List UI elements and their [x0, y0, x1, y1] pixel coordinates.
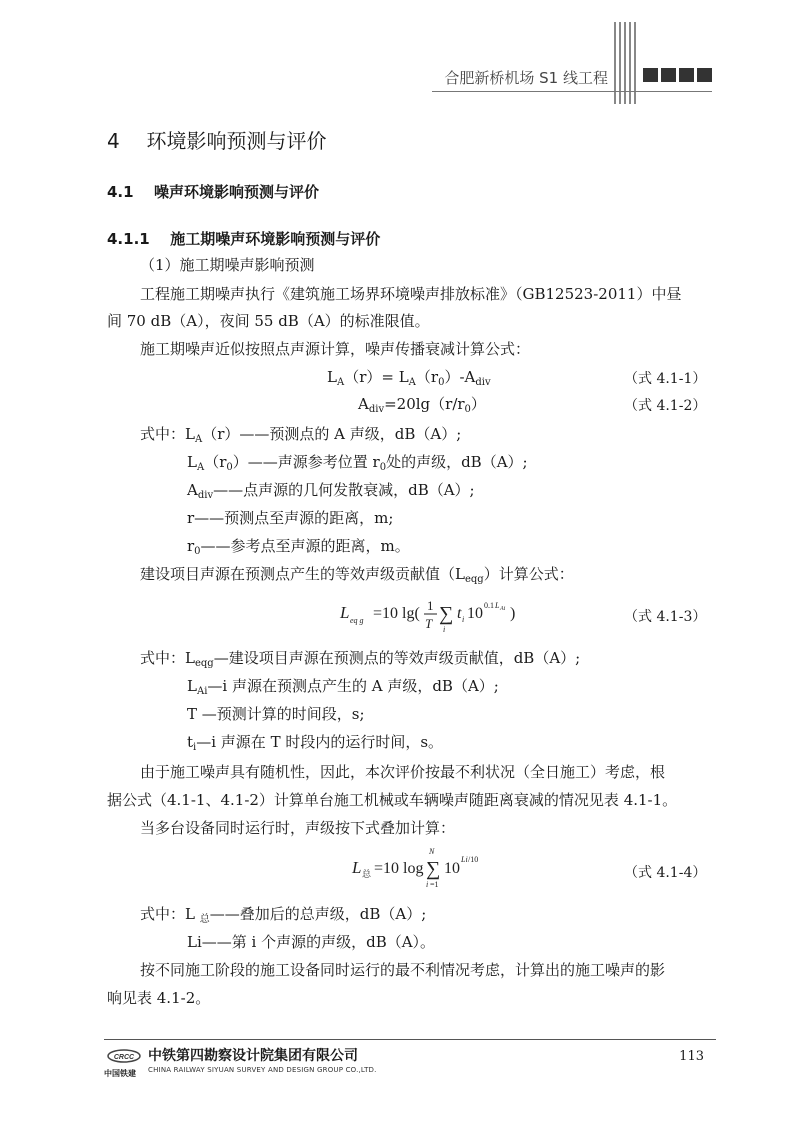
equation-number: （式 4.1-4） [624, 865, 707, 881]
svg-text:N: N [429, 847, 435, 856]
paragraph-line: 响见表 4.1-2。 [107, 989, 211, 1007]
definition-text: 处的声级，dB（A）; [386, 453, 528, 471]
svg-text:CRCC: CRCC [113, 1054, 135, 1061]
footer-logo-text: 中国铁建 [104, 1069, 136, 1078]
equation-2-body: =20lg（r/r [384, 395, 465, 413]
svg-text:i: i [462, 615, 465, 624]
definition-text: ——点声源的几何发散衰减，dB（A）; [213, 481, 475, 499]
equation-number: （式 4.1-2） [624, 398, 707, 414]
svg-text:T: T [425, 616, 433, 631]
definition-line: 式中：$L_A(r)——$预测点的 A 声级，dB（A）; [140, 425, 462, 445]
svg-text:Li: Li [461, 855, 468, 864]
definition-line: r——预测点至声源的距离，m; [187, 509, 394, 527]
footer-rule [104, 1039, 716, 1040]
header-square-icon [697, 68, 712, 82]
header-square-icon [643, 68, 658, 82]
svg-text:): ) [510, 605, 516, 622]
paragraph-line: 施工期噪声近似按照点声源计算，噪声传播衰减计算公式： [140, 340, 531, 358]
svg-text:t: t [457, 605, 462, 622]
definition-line: $r_0——$参考点至声源的距离，m。 [187, 537, 410, 557]
definition-text: ）——声源参考位置 r [232, 453, 380, 471]
equation-number: （式 4.1-3） [624, 609, 707, 625]
svg-text:=10 log: =10 log [374, 860, 424, 877]
equation-3-formula [338, 590, 538, 640]
definition-line: $L_{Ai}—i$ 声源在预测点产生的 A 声级，dB（A）; [187, 677, 499, 697]
svg-text:10: 10 [467, 605, 483, 622]
subsection-title: 施工期噪声环境影响预测与评价 [170, 230, 381, 248]
header-rule [432, 91, 712, 92]
svg-text:L: L [340, 603, 350, 622]
paragraph-line: 工程施工期噪声执行《建筑施工场界环境噪声排放标准》（GB12523-2011）中昼 [140, 285, 682, 303]
equation-4-formula [350, 843, 510, 893]
paragraph-line: 据公式（4.1-1、4.1-2）计算单台施工机械或车辆噪声随距离衰减的情况见表 4.1-1。 [107, 791, 678, 809]
svg-text:L: L [495, 601, 500, 610]
svg-text:=10 lg(: =10 lg( [373, 605, 420, 622]
equation-2: $A_{div}=20\lg(r/r_0)$ [358, 395, 486, 415]
svg-text:/10: /10 [468, 855, 479, 864]
equation-1: $L_A(r)= L_A(r_0)-A_{div}$ [327, 368, 491, 388]
svg-text:Ai: Ai [500, 606, 506, 612]
svg-text:L: L [352, 858, 362, 877]
svg-text:i: i [426, 880, 429, 889]
definition-line: $t_i—i$ 声源在 T 时段内的运行时间，s。 [187, 733, 444, 753]
definition-text: —i 声源在 T 时段内的运行时间，s。 [196, 733, 444, 751]
definition-line: $L_A(r_0)——$声源参考位置 $r_0$处的声级，dB（A）; [187, 453, 528, 473]
subsection-heading [107, 228, 380, 249]
footer-company-name-en: CHINA RAILWAY SIYUAN SURVEY AND DESIGN GROUP CO.,LTD. [148, 1066, 377, 1074]
paragraph-line: 建设项目声源在预测点产生的等效声级贡献值$(L_{eqg})$计算公式： [140, 565, 574, 585]
definition-line: 式中：$L_{eqg}—$建设项目声源在预测点的等效声级贡献值，dB（A）; [140, 649, 581, 669]
paragraph-text: 建设项目声源在预测点产生的等效声级贡献值（L [140, 565, 465, 583]
definition-text: ——参考点至声源的距离，m。 [200, 537, 410, 555]
svg-text:∑: ∑ [426, 858, 441, 880]
svg-text:1: 1 [427, 598, 434, 613]
equation-number: （式 4.1-1） [624, 371, 707, 387]
svg-text:0.1: 0.1 [484, 601, 494, 610]
section-number: 4.1 [107, 183, 134, 201]
svg-text:=1: =1 [430, 880, 439, 889]
svg-text:eq g: eq g [350, 616, 364, 625]
header-square-icon [661, 68, 676, 82]
paragraph-line: 由于施工噪声具有随机性，因此，本次评价按最不利状况（全日施工）考虑，根 [140, 763, 666, 781]
header-square-icon [679, 68, 694, 82]
paragraph-line: 按不同施工阶段的施工设备同时运行的最不利情况考虑，计算出的施工噪声的影 [140, 961, 666, 979]
paragraph-line: 间 70 dB（A），夜间 55 dB（A）的标准限值。 [107, 312, 430, 330]
definition-line: 式中：L $_总$——叠加后的总声级，dB（A）; [140, 905, 427, 925]
definition-text: （r）——预测点的 A 声级，dB（A）; [202, 425, 462, 443]
svg-text:∑: ∑ [439, 603, 454, 625]
definition-text: —i 声源在预测点产生的 A 声级，dB（A）; [207, 677, 499, 695]
svg-text:10: 10 [444, 860, 460, 877]
chapter-number: 4 [107, 129, 120, 153]
chapter-title: 环境影响预测与评价 [146, 129, 327, 153]
definition-line: Li——第 i 个声源的声级，dB（A）。 [187, 933, 436, 951]
definition-text: ——叠加后的总声级，dB（A）; [209, 905, 427, 923]
definition-text: —建设项目声源在预测点的等效声级贡献值，dB（A）; [213, 649, 581, 667]
header-title: 合肥新桥机场 S1 线工程 [444, 69, 608, 87]
footer-company-name: 中铁第四勘察设计院集团有限公司 [148, 1048, 358, 1064]
list-item-heading: （1）施工期噪声影响预测 [140, 256, 315, 274]
paragraph-text: ）计算公式： [483, 565, 574, 583]
section-heading [107, 181, 319, 202]
page-number: 113 [679, 1049, 704, 1064]
section-title: 噪声环境影响预测与评价 [154, 183, 320, 201]
subsection-number: 4.1.1 [107, 230, 150, 248]
definition-line: $A_{div}——$点声源的几何发散衰减，dB（A）; [187, 481, 475, 501]
chapter-heading [107, 125, 326, 154]
paragraph-line: 当多台设备同时运行时，声级按下式叠加计算： [140, 819, 456, 837]
definition-line: T —预测计算的时间段，s; [187, 705, 365, 723]
svg-text:总: 总 [362, 869, 372, 879]
svg-text:i: i [443, 625, 446, 634]
